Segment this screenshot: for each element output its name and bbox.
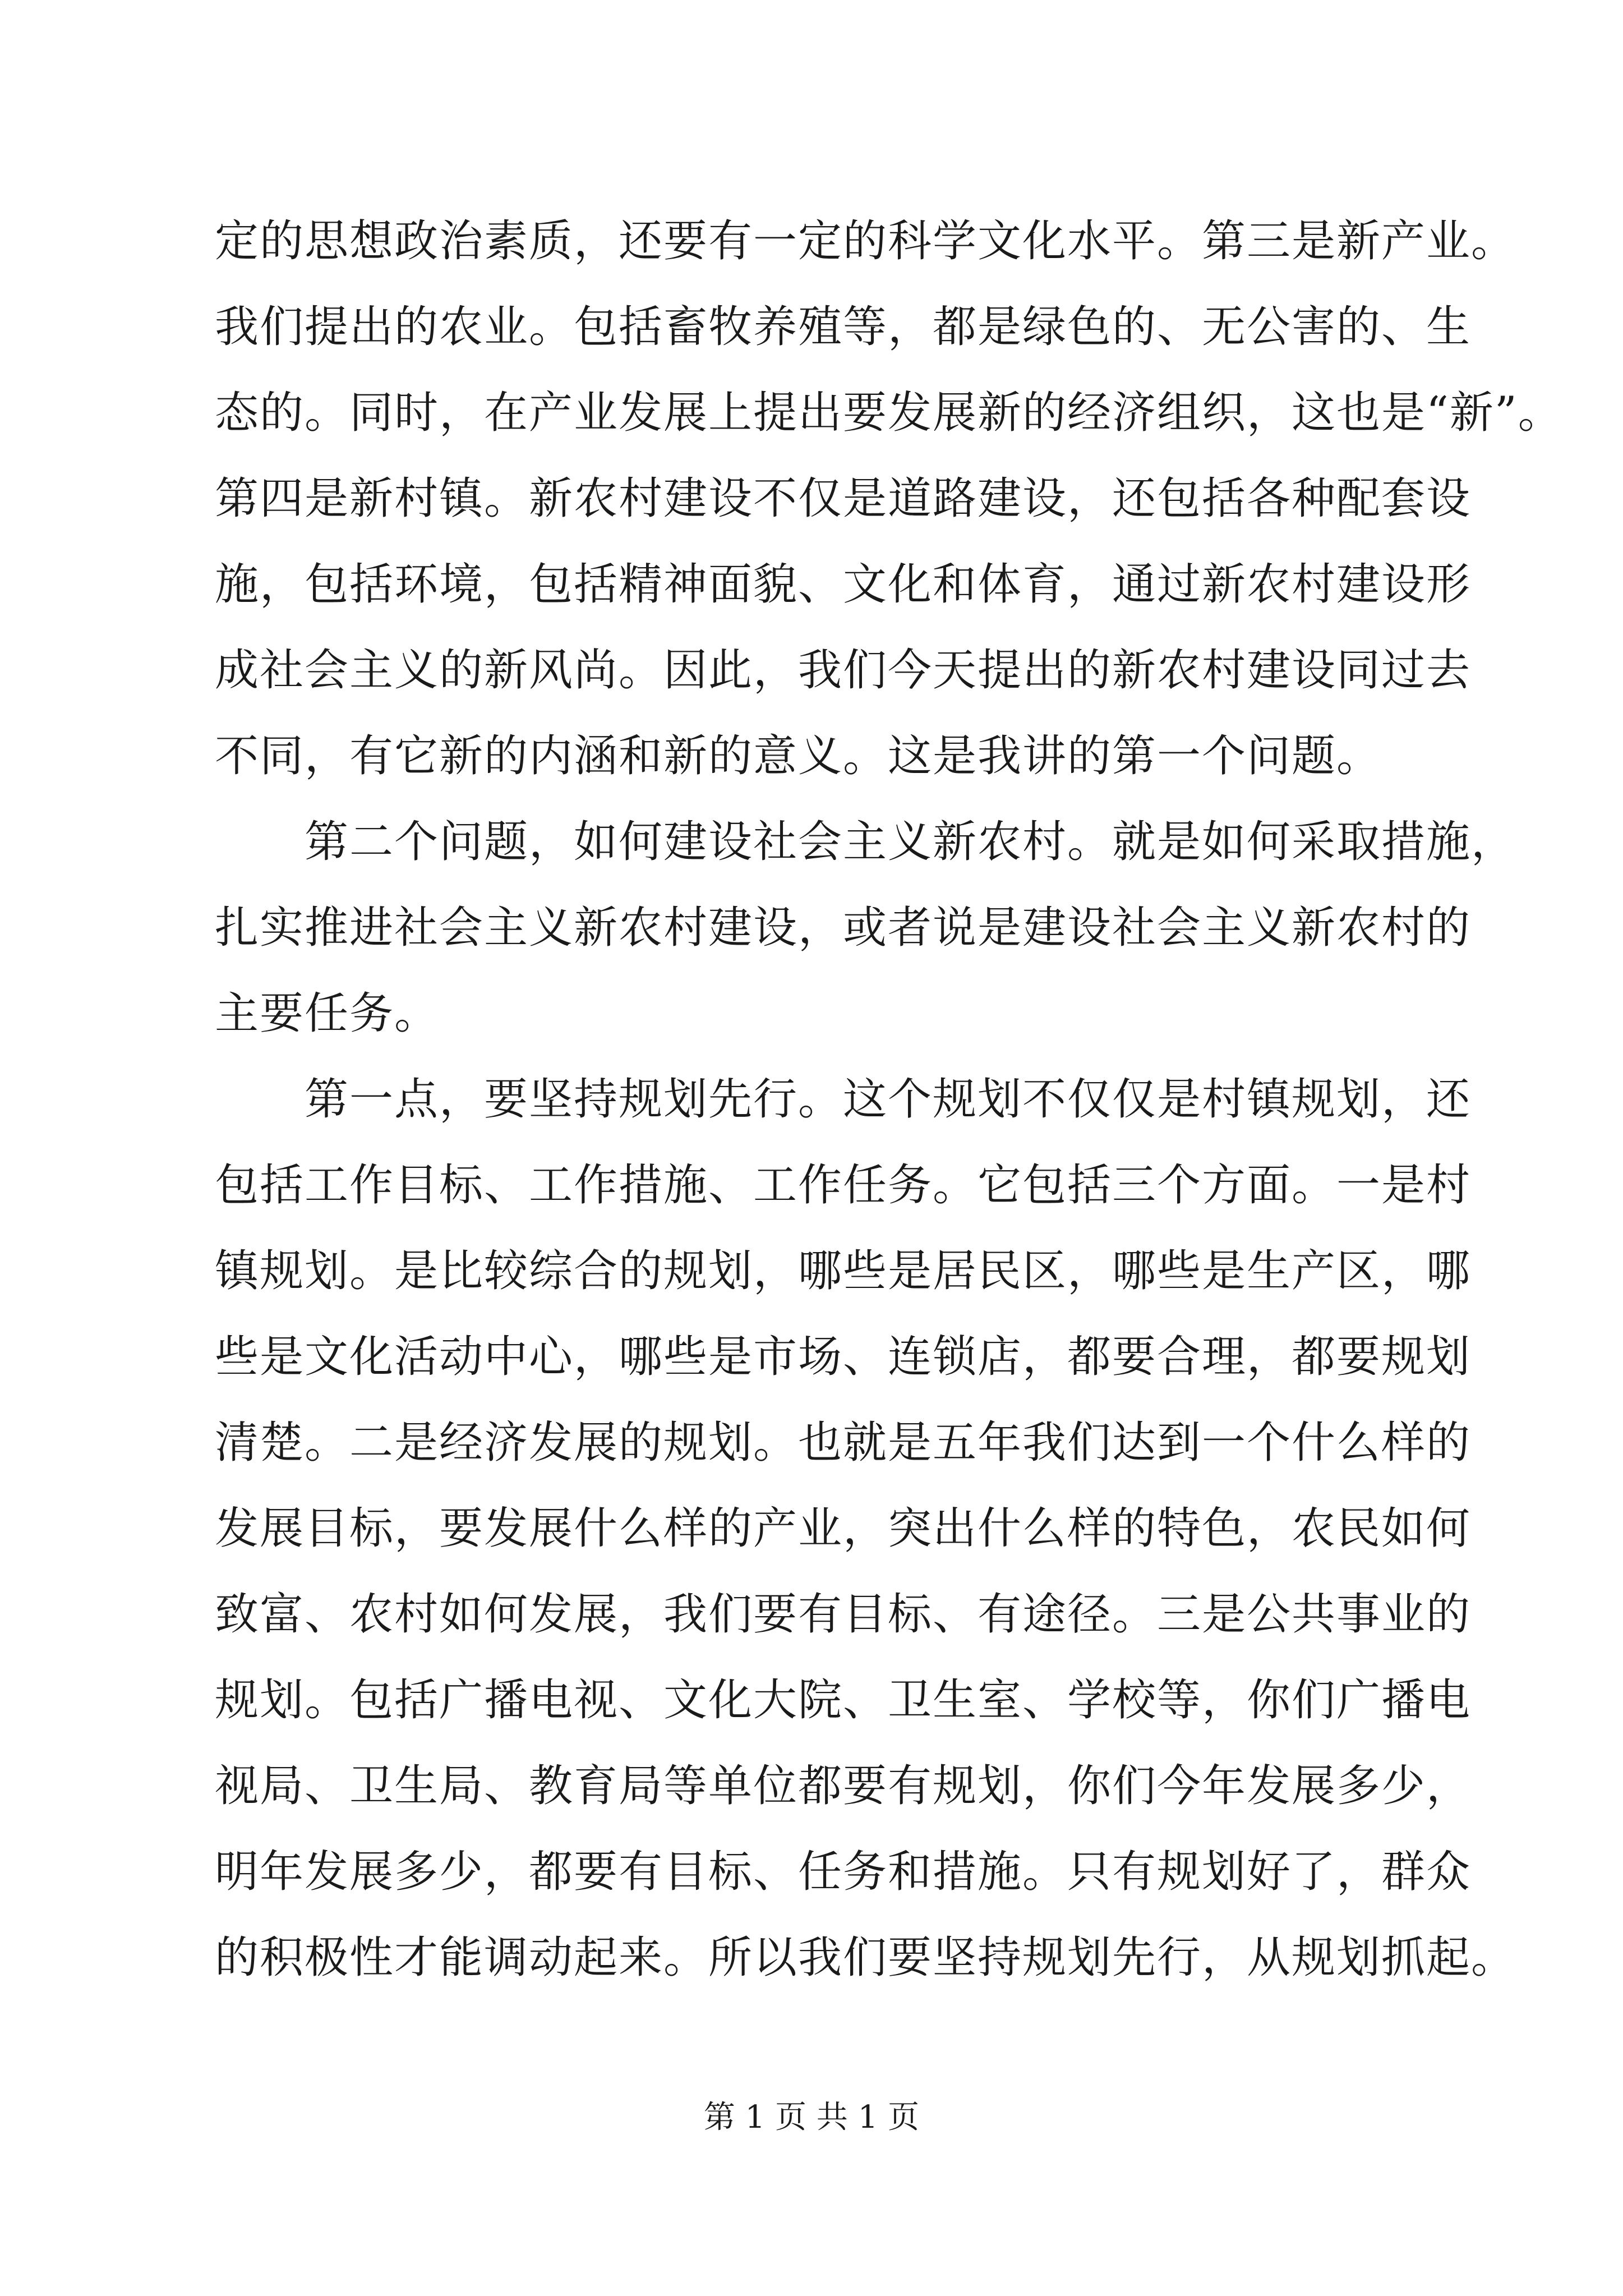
text-line: 镇规划。是比较综合的规划，哪些是居民区，哪些是生产区，哪 — [215, 1246, 1472, 1296]
text-line: 态的。同时，在产业发展上提出要发展新的经济组织，这也是“新”。 — [215, 388, 1563, 438]
text-line: 第二个问题，如何建设社会主义新农村。就是如何采取措施， — [215, 817, 1516, 867]
text-line: 视局、卫生局、教育局等单位都要有规划，你们今年发展多少， — [215, 1761, 1472, 1811]
text-line: 的积极性才能调动起来。所以我们要坚持规划先行，从规划抓起。 — [215, 1932, 1516, 1983]
text-line: 发展目标，要发展什么样的产业，突出什么样的特色，农民如何 — [215, 1503, 1472, 1554]
text-line: 扎实推进社会主义新农村建设，或者说是建设社会主义新农村的 — [215, 903, 1472, 953]
page-number-footer: 第 1 页 共 1 页 — [703, 2099, 920, 2136]
text-line: 成社会主义的新风尚。因此，我们今天提出的新农村建设同过去 — [215, 645, 1472, 696]
text-line: 定的思想政治素质，还要有一定的科学文化水平。第三是新产业。 — [215, 216, 1516, 266]
text-line: 主要任务。 — [215, 988, 440, 1039]
text-line: 规划。包括广播电视、文化大院、卫生室、学校等，你们广播电 — [215, 1675, 1472, 1726]
text-line: 第一点，要坚持规划先行。这个规划不仅仅是村镇规划，还 — [215, 1074, 1472, 1125]
text-line: 致富、农村如何发展，我们要有目标、有途径。三是公共事业的 — [215, 1589, 1472, 1640]
text-line: 清楚。二是经济发展的规划。也就是五年我们达到一个什么样的 — [215, 1418, 1472, 1468]
text-line: 些是文化活动中心，哪些是市场、连锁店，都要合理，都要规划 — [215, 1332, 1472, 1382]
text-line: 施，包括环境，包括精神面貌、文化和体育，通过新农村建设形 — [215, 559, 1472, 610]
text-line: 不同，有它新的内涵和新的意义。这是我讲的第一个问题。 — [215, 731, 1382, 781]
text-line: 包括工作目标、工作措施、工作任务。它包括三个方面。一是村 — [215, 1160, 1472, 1211]
text-line: 明年发展多少，都要有目标、任务和措施。只有规划好了，群众 — [215, 1847, 1472, 1897]
text-line: 我们提出的农业。包括畜牧养殖等，都是绿色的、无公害的、生 — [215, 302, 1472, 352]
text-line: 第四是新村镇。新农村建设不仅是道路建设，还包括各种配套设 — [215, 473, 1472, 524]
